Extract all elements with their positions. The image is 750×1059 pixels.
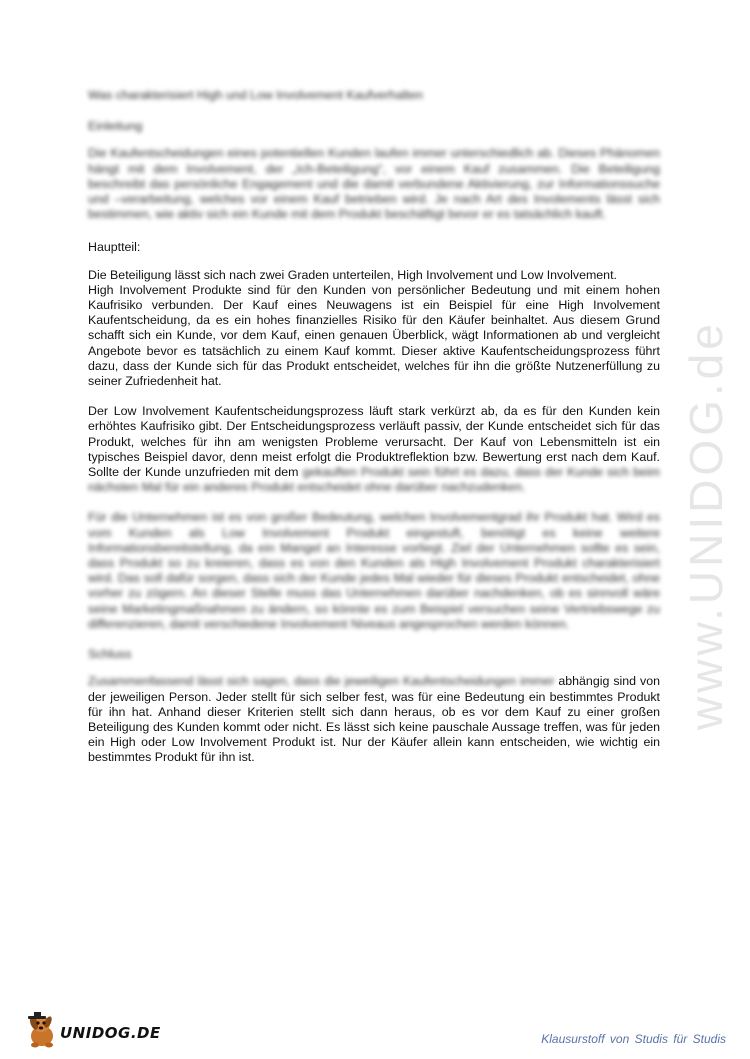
main-paragraph-3-visible: Der Low Involvement Kaufentscheidungsprozess läuft stark verkürzt ab, da es für den Kunden kein erhöhtes Kaufrisiko gibt. Der Entscheidungsprozess verläuft passiv, der Kunde entscheidet sich für das Produkt, welches für ihn am wenigsten Probleme verursacht. Der Kauf von Lebensmitteln ist ein typisches Beispiel davor, denn meist erfolgt die Produktreflektion bzw. Bewertung erst nach dem Kauf. Sollte der Kunde unzufrieden mit dem (88, 404, 660, 480)
document-title: Was charakterisiert High und Low Involvement Kaufverhalten (88, 88, 423, 102)
conclusion-heading: Schluss (88, 647, 132, 662)
watermark: www.UNIDOG.de (680, 320, 732, 730)
dog-icon (24, 1010, 60, 1050)
conclusion-visible: abhängig sind von der jeweiligen Person. Jeder stellt für sich selber fest, was für eine Bedeutung ein bestimmtes Produkt für ihn hat. Anhand dieser Kriterien stellt sich dann heraus, ob es vor dem Kauf zu einer großen Beteiligung des Kunden kommt oder nicht. Es lässt sich keine pauschale Aussage treffen, was für jeden ein High oder Low Involvement Produkt ist. Nur der Käufer allein kann entscheiden, wie wichtig ein bestimmtes Produkt für ihn ist. (88, 674, 660, 765)
intro-heading: Einleitung (88, 119, 143, 134)
logo-text: UNIDOG.DE (60, 1024, 161, 1042)
main-paragraph-1: Die Beteiligung lässt sich nach zwei Graden unterteilen, High Involvement und Low Involvement. (88, 267, 617, 282)
main-paragraph-3 (88, 404, 660, 495)
document-body (88, 88, 660, 766)
main-heading: Hauptteil: (88, 240, 141, 255)
conclusion-paragraph (88, 674, 660, 765)
footer-tagline: Klausurstoff von Studis für Studis (541, 1032, 726, 1046)
main-paragraph-2: High Involvement Produkte sind für den Kunden von persönlicher Bedeutung und mit einem hohen Kaufrisiko verbunden. Der Kauf eines Neuwagens ist ein Beispiel für eine High Involvement Kaufentscheidung, da es ein hohes finanzielles Risiko für den Käufer beinhaltet. Aus diesem Grund schafft sich ein Kunde, vor dem Kauf, einen genauen Überblick, wägt Informationen ab und vergleicht Angebote bevor es tatsächlich zu einem Kauf kommt. Dieser aktive Kaufentscheidungsprozess führt dazu, dass der Kunde sich für das Produkt entscheidet, welches für ihn die größte Nutzenerfüllung zu seiner Zufriedenheit hat. (88, 282, 660, 389)
intro-paragraph: Die Kaufentscheidungen eines potentiellen Kunden laufen immer unterschiedlich ab. Dieses Phänomen hängt mit dem Involvement, der „Ich-Beteiligung“, vor einem Kauf zusammen. Die Beteiligung beschreibt das persönliche Engagement und die damit verbundene Aktivierung, zur Informationssuche und –verarbeitung, welches vor einem Kauf betrieben wird. Je nach Art des Involements lässt sich bestimmen, wie aktiv sich ein Kunde mit dem Produkt beschäftigt bevor er es tatsächlich kauft. (88, 146, 660, 222)
conclusion-blurred: Zusammenfassend lässt sich sagen, dass die jeweiligen Kaufentscheidungen immer (88, 674, 555, 689)
unidog-logo (24, 1010, 164, 1050)
main-paragraph-3-blurred: gekauften Produkt sein führt es dazu, dass der Kunde sich beim nächsten Mal für ein anderes Produkt entscheidet ohne darüber nachzudenken. (88, 465, 661, 495)
main-paragraph-4: Für die Unternehmen ist es von großer Bedeutung, welchen Involvementgrad ihr Produkt hat. Wird es vom Kunden als Low Involvement Produkt eingestuft, benötigt es keine weitere Informationsbereitstellung, da ein Mangel an Interesse vorliegt. Ziel der Unternehmen sollte es sein, dass Produkt so zu kreieren, dass es von den Kunden als High Involvement Produkt charakterisiert wird. Das soll dafür sorgen, dass sich der Kunde jedes Mal wieder für dieses Produkt entscheidet, ohne vorher zu zögern. An dieser Stelle muss das Unternehmen darüber nachdenken, ob es sinnvoll wäre seine Marketingmaßnahmen zu ändern, so könnte es zum Beispiel versuchen seine Vertriebswege zu differenzieren, damit verschiedene Involvement Niveaus angesprochen werden können. (88, 510, 660, 631)
